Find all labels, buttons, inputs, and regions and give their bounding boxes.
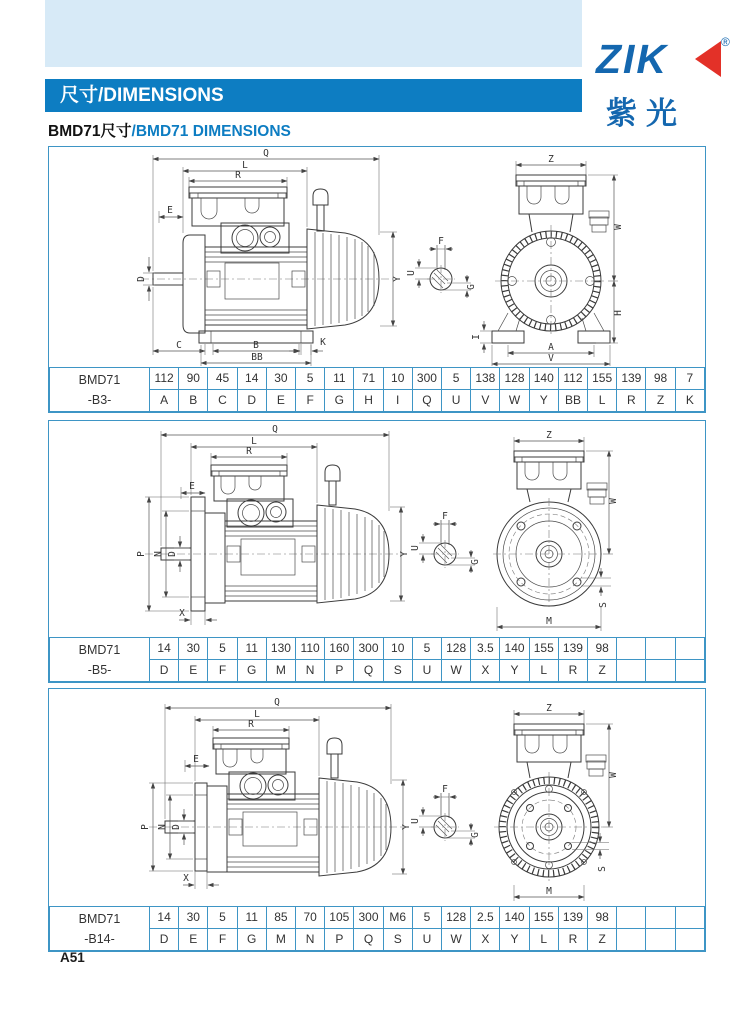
dim-value-cell: 5 bbox=[412, 638, 441, 660]
dim-letter-cell: F bbox=[296, 390, 325, 412]
dim-letter-cell: X bbox=[471, 660, 500, 682]
dim-value-cell: 2.5 bbox=[471, 907, 500, 929]
dim-value-cell: 70 bbox=[296, 907, 325, 929]
dim-label-f: F bbox=[442, 511, 448, 522]
dim-letter-cell: BB bbox=[558, 390, 587, 412]
panel-b3 bbox=[48, 146, 706, 413]
dim-label-l: L bbox=[251, 436, 257, 447]
drawing-b5 bbox=[49, 421, 705, 637]
dim-letter-cell: D bbox=[150, 660, 179, 682]
dim-letter-cell bbox=[646, 929, 675, 951]
section-banner-title: 尺寸/DIMENSIONS bbox=[60, 85, 224, 106]
dim-letter-cell: S bbox=[383, 929, 412, 951]
dim-value-cell: 160 bbox=[325, 638, 354, 660]
dim-label-c: C bbox=[176, 340, 182, 351]
dim-label-r: R bbox=[246, 446, 252, 457]
dim-value-cell: 14 bbox=[237, 368, 266, 390]
dim-value-cell: 130 bbox=[266, 638, 295, 660]
dim-letter-cell: V bbox=[471, 390, 500, 412]
dim-value-cell: 155 bbox=[588, 368, 617, 390]
dim-value-cell: 11 bbox=[325, 368, 354, 390]
dim-letter-cell: L bbox=[529, 929, 558, 951]
dim-value-cell: 3.5 bbox=[471, 638, 500, 660]
section-banner bbox=[45, 79, 582, 112]
dim-label-u: U bbox=[410, 818, 421, 824]
dim-letter-cell: D bbox=[150, 929, 179, 951]
dim-letter-cell: U bbox=[442, 390, 471, 412]
dim-value-cell: 5 bbox=[296, 368, 325, 390]
dim-label-b: B bbox=[253, 340, 259, 351]
dim-letter-cell: Z bbox=[588, 660, 617, 682]
panel-b5 bbox=[48, 420, 706, 683]
dim-label-n: N bbox=[153, 551, 164, 557]
dim-letter-cell: Y bbox=[529, 390, 558, 412]
dim-label-p: P bbox=[136, 551, 147, 557]
dim-letter-cell: X bbox=[471, 929, 500, 951]
dim-letter-cell: G bbox=[237, 929, 266, 951]
drawing-b3 bbox=[49, 147, 705, 367]
dim-letter-cell: M bbox=[266, 660, 295, 682]
dim-letter-cell bbox=[675, 660, 704, 682]
page-number: A51 bbox=[60, 950, 85, 965]
dim-label-f: F bbox=[442, 784, 448, 795]
dim-value-cell: 30 bbox=[179, 907, 208, 929]
dim-label-w: W bbox=[608, 772, 619, 778]
dim-value-cell: 112 bbox=[558, 368, 587, 390]
dim-label-m: M bbox=[546, 616, 552, 627]
dim-letter-cell: S bbox=[383, 660, 412, 682]
dim-label-d: D bbox=[136, 276, 147, 282]
logo-registered-mark: ® bbox=[721, 35, 730, 49]
dim-label-y: Y bbox=[392, 276, 403, 282]
dim-label-y: Y bbox=[399, 551, 410, 557]
dim-letter-cell: E bbox=[179, 929, 208, 951]
dim-value-cell: 90 bbox=[179, 368, 208, 390]
dim-label-z: Z bbox=[546, 703, 552, 714]
drawing-b14 bbox=[49, 689, 705, 906]
side-view-b14 bbox=[140, 697, 412, 889]
dim-label-q: Q bbox=[263, 148, 269, 159]
dim-label-z: Z bbox=[546, 430, 552, 441]
dim-value-cell: 5 bbox=[208, 638, 237, 660]
dim-label-z: Z bbox=[548, 154, 554, 165]
dim-letter-cell: M bbox=[266, 929, 295, 951]
dim-value-cell: 300 bbox=[354, 907, 383, 929]
logo-brand-text: ZIK bbox=[596, 36, 669, 82]
dim-label-k: K bbox=[320, 337, 326, 348]
dim-value-cell: 98 bbox=[588, 638, 617, 660]
dim-value-cell: 98 bbox=[646, 368, 675, 390]
dim-label-bb: BB bbox=[251, 352, 263, 363]
header-background bbox=[45, 0, 582, 67]
dim-label-r: R bbox=[248, 719, 254, 730]
dim-label-g: G bbox=[466, 284, 477, 290]
dim-label-e: E bbox=[167, 205, 173, 216]
dim-value-cell bbox=[617, 638, 646, 660]
dim-letter-cell: F bbox=[208, 929, 237, 951]
dim-letter-cell: R bbox=[558, 660, 587, 682]
dim-value-cell bbox=[617, 907, 646, 929]
dim-letter-cell bbox=[646, 660, 675, 682]
dim-value-cell: 140 bbox=[500, 907, 529, 929]
shaft-section-view-b5 bbox=[410, 511, 481, 573]
dim-letter-cell: Q bbox=[354, 660, 383, 682]
dim-label-e: E bbox=[189, 481, 195, 492]
dim-letter-cell: R bbox=[617, 390, 646, 412]
dimension-table-b5 bbox=[49, 637, 705, 682]
dim-letter-cell: U bbox=[412, 929, 441, 951]
dim-label-d: D bbox=[167, 551, 178, 557]
dim-letter-cell: Q bbox=[354, 929, 383, 951]
dim-label-v: V bbox=[548, 353, 554, 364]
dim-letter-cell: I bbox=[383, 390, 412, 412]
dim-label-l: L bbox=[242, 160, 248, 171]
dim-label-p: P bbox=[140, 824, 151, 830]
side-view-b5 bbox=[136, 424, 410, 625]
dim-value-cell: 139 bbox=[558, 907, 587, 929]
dim-value-cell: 140 bbox=[500, 638, 529, 660]
logo-red-triangle-icon bbox=[695, 41, 721, 77]
front-view-b3 bbox=[471, 154, 624, 366]
dim-letter-cell: C bbox=[208, 390, 237, 412]
side-view-b3 bbox=[136, 148, 403, 366]
dim-value-cell: 7 bbox=[675, 368, 704, 390]
dim-value-cell: 155 bbox=[529, 638, 558, 660]
logo-brand-chinese: 紫光 bbox=[606, 96, 686, 131]
table-model-cell: BMD71 -B14- bbox=[50, 907, 150, 951]
dim-value-cell: 300 bbox=[412, 368, 441, 390]
dim-value-cell: 5 bbox=[442, 368, 471, 390]
dim-letter-cell: R bbox=[558, 929, 587, 951]
dim-letter-cell bbox=[617, 929, 646, 951]
dim-letter-cell: B bbox=[179, 390, 208, 412]
dim-label-x: X bbox=[183, 873, 189, 884]
dim-letter-cell: P bbox=[325, 660, 354, 682]
dim-value-cell: 105 bbox=[325, 907, 354, 929]
dim-value-cell: 138 bbox=[471, 368, 500, 390]
dim-letter-cell: Z bbox=[588, 929, 617, 951]
dim-letter-cell: L bbox=[588, 390, 617, 412]
dim-value-cell: 45 bbox=[208, 368, 237, 390]
dim-label-q: Q bbox=[272, 424, 278, 435]
dim-letter-cell: P bbox=[325, 929, 354, 951]
dim-letter-cell: D bbox=[237, 390, 266, 412]
front-view-b5 bbox=[493, 430, 619, 631]
dim-label-m: M bbox=[546, 886, 552, 897]
shaft-section-view-b3 bbox=[406, 236, 477, 298]
dim-letter-cell: H bbox=[354, 390, 383, 412]
dim-value-cell: 5 bbox=[412, 907, 441, 929]
dim-letter-cell: L bbox=[529, 660, 558, 682]
dim-label-s: S bbox=[597, 866, 608, 872]
dim-letter-cell: N bbox=[296, 929, 325, 951]
dim-label-e: E bbox=[193, 754, 199, 765]
dim-value-cell: 5 bbox=[208, 907, 237, 929]
dim-label-w: W bbox=[608, 498, 619, 504]
dim-label-g: G bbox=[470, 832, 481, 838]
dim-label-a: A bbox=[548, 342, 554, 353]
dim-letter-cell: F bbox=[208, 660, 237, 682]
dim-letter-cell: W bbox=[442, 929, 471, 951]
dim-value-cell: 112 bbox=[150, 368, 179, 390]
dim-label-q: Q bbox=[274, 697, 280, 708]
dim-letter-cell bbox=[675, 929, 704, 951]
dim-letter-cell: E bbox=[266, 390, 295, 412]
dim-value-cell: 139 bbox=[558, 638, 587, 660]
dim-label-f: F bbox=[438, 236, 444, 247]
dim-value-cell: M6 bbox=[383, 907, 412, 929]
dim-value-cell: 30 bbox=[266, 368, 295, 390]
dim-label-h: H bbox=[613, 310, 624, 316]
dim-label-d: D bbox=[171, 824, 182, 830]
dim-label-u: U bbox=[406, 270, 417, 276]
dim-letter-cell: W bbox=[442, 660, 471, 682]
dim-letter-cell: Q bbox=[412, 390, 441, 412]
dim-letter-cell: G bbox=[237, 660, 266, 682]
dim-label-n: N bbox=[157, 824, 168, 830]
dim-value-cell: 71 bbox=[354, 368, 383, 390]
dim-value-cell: 98 bbox=[588, 907, 617, 929]
dim-letter-cell: N bbox=[296, 660, 325, 682]
dim-letter-cell: Y bbox=[500, 929, 529, 951]
dim-value-cell: 11 bbox=[237, 638, 266, 660]
dim-value-cell: 140 bbox=[529, 368, 558, 390]
dim-value-cell bbox=[646, 907, 675, 929]
dim-letter-cell: U bbox=[412, 660, 441, 682]
dim-value-cell: 128 bbox=[442, 638, 471, 660]
table-model-cell: BMD71 -B5- bbox=[50, 638, 150, 682]
panel-b14 bbox=[48, 688, 706, 952]
dim-value-cell bbox=[646, 638, 675, 660]
dim-value-cell: 30 bbox=[179, 638, 208, 660]
page-title-en: /BMD71 DIMENSIONS bbox=[131, 123, 291, 140]
dim-value-cell: 10 bbox=[383, 368, 412, 390]
page-title bbox=[48, 119, 291, 141]
dim-value-cell: 10 bbox=[383, 638, 412, 660]
dim-value-cell bbox=[675, 638, 704, 660]
dim-value-cell: 155 bbox=[529, 907, 558, 929]
dim-value-cell: 14 bbox=[150, 907, 179, 929]
dim-label-i: I bbox=[471, 334, 482, 340]
dim-label-u: U bbox=[410, 545, 421, 551]
dim-letter-cell: W bbox=[500, 390, 529, 412]
dim-value-cell: 128 bbox=[442, 907, 471, 929]
dimension-table-b14 bbox=[49, 906, 705, 951]
dim-letter-cell: Z bbox=[646, 390, 675, 412]
dimension-table-b3 bbox=[49, 367, 705, 412]
dim-value-cell: 110 bbox=[296, 638, 325, 660]
dim-letter-cell: K bbox=[675, 390, 704, 412]
table-model-cell: BMD71 -B3- bbox=[50, 368, 150, 412]
dim-label-g: G bbox=[470, 559, 481, 565]
dim-value-cell: 85 bbox=[266, 907, 295, 929]
dim-label-y: Y bbox=[401, 824, 412, 830]
dim-letter-cell bbox=[617, 660, 646, 682]
dim-value-cell: 14 bbox=[150, 638, 179, 660]
dim-label-r: R bbox=[235, 170, 241, 181]
dim-label-w: W bbox=[613, 224, 624, 230]
dim-label-s: S bbox=[598, 602, 609, 608]
dim-letter-cell: E bbox=[179, 660, 208, 682]
dim-label-l: L bbox=[254, 709, 260, 720]
dim-letter-cell: Y bbox=[500, 660, 529, 682]
shaft-section-view-b14 bbox=[410, 784, 481, 846]
dim-value-cell: 300 bbox=[354, 638, 383, 660]
dim-value-cell: 128 bbox=[500, 368, 529, 390]
brand-logo bbox=[594, 34, 734, 133]
page-title-cn: BMD71尺寸 bbox=[48, 123, 132, 140]
dim-letter-cell: A bbox=[150, 390, 179, 412]
dim-value-cell bbox=[675, 907, 704, 929]
dim-value-cell: 139 bbox=[617, 368, 646, 390]
front-view-b14 bbox=[494, 703, 619, 901]
zik-logo-icon bbox=[594, 34, 732, 82]
dim-value-cell: 11 bbox=[237, 907, 266, 929]
dim-label-x: X bbox=[179, 608, 185, 619]
dim-letter-cell: G bbox=[325, 390, 354, 412]
